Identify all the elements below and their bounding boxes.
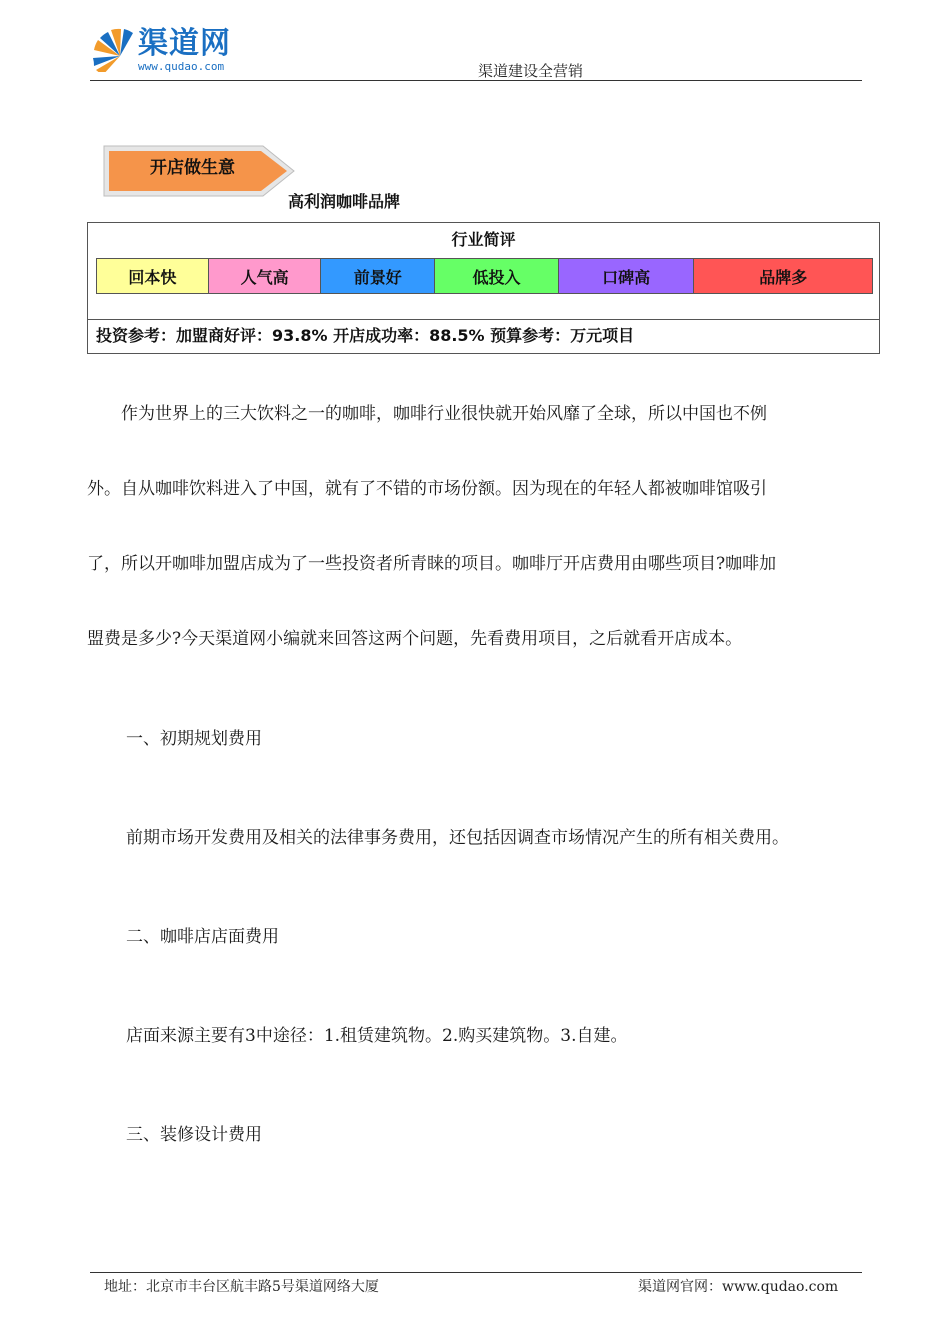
tag-item: 品牌多 [694, 259, 872, 293]
tag-item: 低投入 [435, 259, 559, 293]
intro-line: 了，所以开咖啡加盟店成为了一些投资者所青睐的项目。咖啡厅开店费用由哪些项目?咖啡加 [87, 554, 777, 574]
section-heading-1: 一、初期规划费用 [126, 729, 262, 749]
subtitle: 高利润咖啡品牌 [288, 192, 401, 211]
footer-address: 地址：北京市丰台区航丰路5号渠道网络大厦 [104, 1279, 379, 1295]
tag-item: 回本快 [97, 259, 209, 293]
review-title: 行业简评 [451, 230, 516, 249]
header-title: 渠道建设全营销 [478, 62, 584, 80]
investment-stats: 投资参考：加盟商好评：93.8% 开店成功率：88.5% 预算参考：万元项目 [96, 326, 635, 345]
logo-url[interactable]: www.qudao.com [138, 60, 225, 73]
intro-paragraph [87, 398, 867, 698]
review-divider [88, 319, 879, 320]
tag-item: 口碑高 [559, 259, 695, 293]
section-body-2: 店面来源主要有3中途径：1.租赁建筑物。2.购买建筑物。3.自建。 [126, 1026, 628, 1046]
intro-line: 外。自从咖啡饮料进入了中国，就有了不错的市场份额。因为现在的年轻人都被咖啡馆吸引 [87, 479, 767, 499]
intro-line: 作为世界上的三大饮料之一的咖啡，咖啡行业很快就开始风靡了全球，所以中国也不例 [87, 404, 767, 424]
section-body-1: 前期市场开发费用及相关的法律事务费用，还包括因调查市场情况产生的所有相关费用。 [126, 828, 789, 848]
tag-item: 前景好 [321, 259, 435, 293]
tag-item: 人气高 [209, 259, 322, 293]
header-divider [90, 80, 862, 81]
intro-line: 盟费是多少?今天渠道网小编就来回答这两个问题，先看费用项目，之后就看开店成本。 [87, 629, 743, 649]
banner-label: 开店做生意 [150, 158, 235, 178]
footer-divider [90, 1272, 862, 1273]
section-heading-3: 三、装修设计费用 [126, 1125, 262, 1145]
sunburst-logo-icon [90, 26, 136, 72]
logo-name: 渠道网 [138, 26, 231, 61]
logo [90, 24, 250, 76]
section-heading-2: 二、咖啡店店面费用 [126, 927, 279, 947]
review-tags [96, 258, 873, 294]
footer-site-link[interactable]: 渠道网官网：www.qudao.com [638, 1279, 839, 1295]
industry-review-box [87, 222, 880, 354]
